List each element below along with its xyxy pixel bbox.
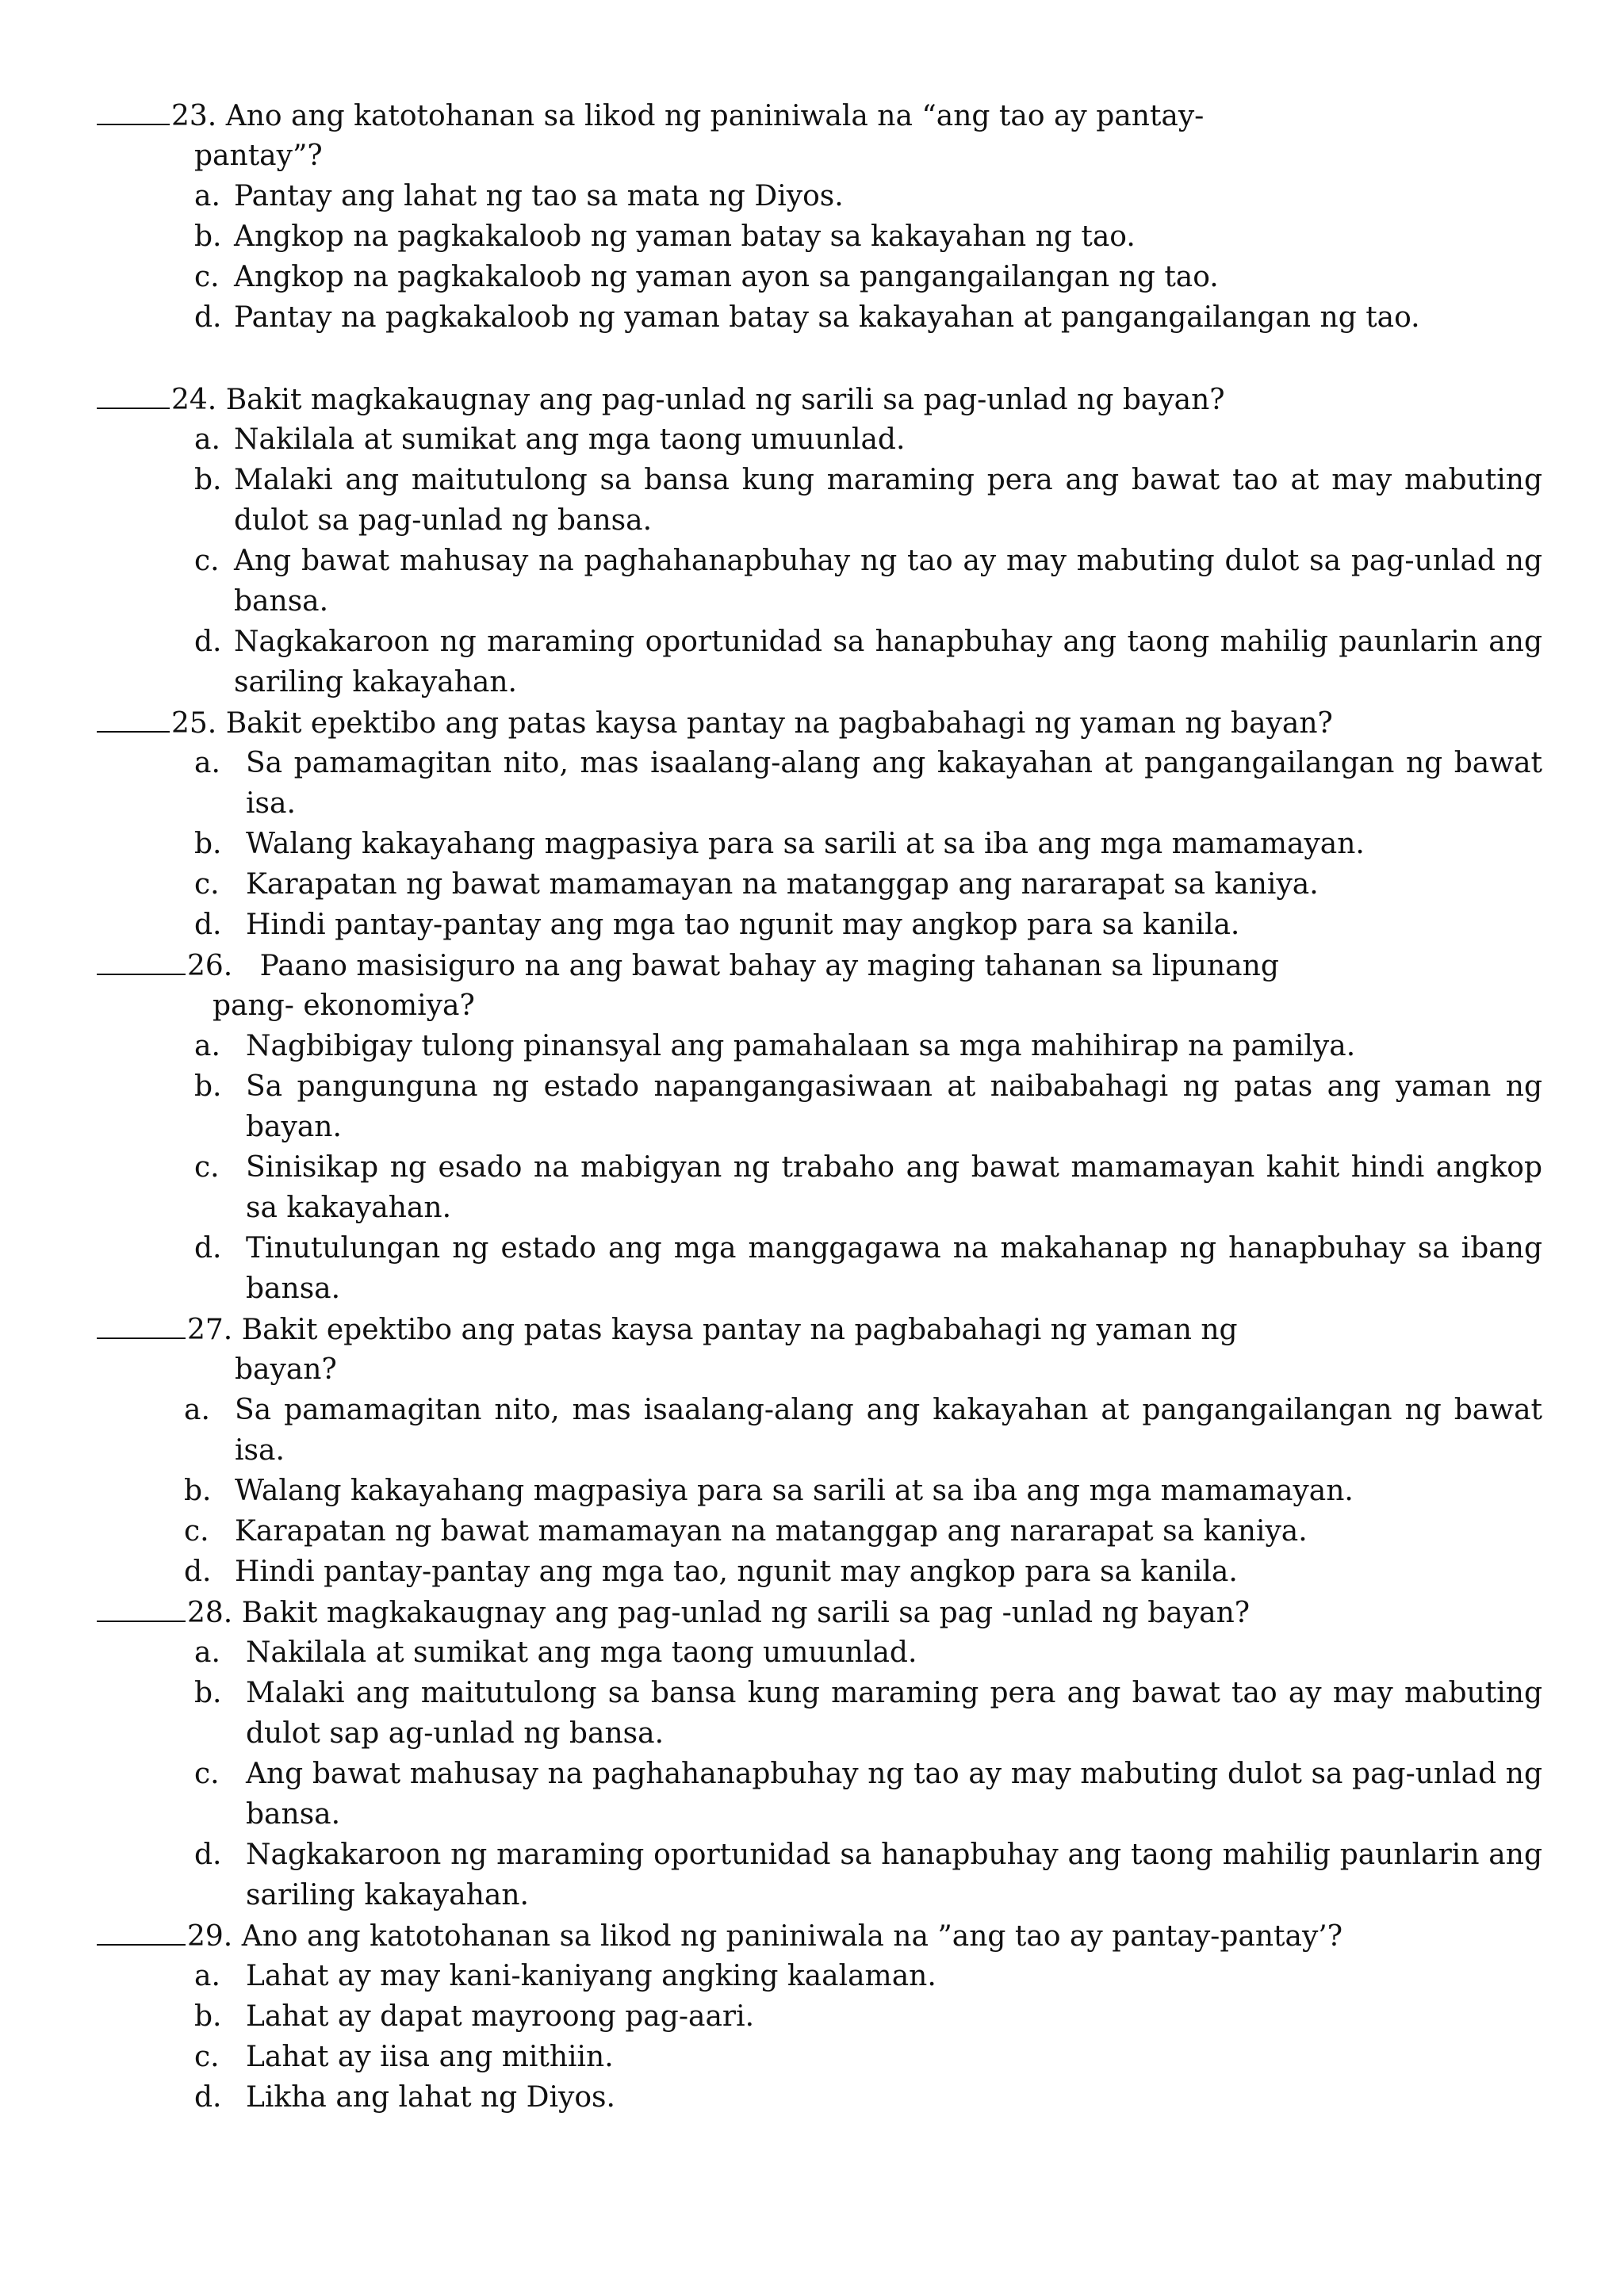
option-text: Nakilala at sumikat ang mga taong umuunlad. (234, 423, 906, 456)
option-text: Lahat ay dapat mayroong pag-aari. (246, 2000, 755, 2033)
option-letter: a. (184, 1394, 210, 1426)
option-b (194, 824, 1542, 864)
option-a (194, 743, 1542, 824)
answer-blank[interactable] (97, 702, 170, 733)
option-text: Malaki ang maitutulong sa bansa kung maraming pera ang bawat tao at may mabuting dulot sa pag-unlad ng bansa. (234, 464, 1542, 537)
option-text: Sinisikap ng esado na mabigyan ng trabaho ang bawat mamamayan kahit hindi angkop sa kakayahan. (246, 1151, 1542, 1224)
option-letter: d. (194, 1232, 222, 1265)
option-text: Sa pamamagitan nito, mas isaalang-alang ang kakayahan at pangangailangan ng bawat isa. (235, 1394, 1542, 1467)
option-letter: d. (194, 626, 222, 658)
question-continuation: bayan? (235, 1353, 337, 1386)
option-letter: b. (194, 464, 222, 496)
option-text: Likha ang lahat ng Diyos. (246, 2081, 615, 2114)
option-b (184, 1471, 1542, 1511)
option-b (194, 460, 1542, 541)
question-29 (97, 1915, 1342, 1957)
option-letter: a. (194, 1960, 220, 1992)
option-letter: a. (194, 180, 220, 212)
option-d (194, 297, 1542, 338)
question-27 (97, 1309, 1238, 1350)
option-letter: c. (184, 1515, 209, 1548)
option-text: Malaki ang maitutulong sa bansa kung maraming pera ang bawat tao ay may mabuting dulot sap ag-unlad ng bansa. (246, 1677, 1542, 1750)
question-23 (97, 95, 1204, 136)
option-text: Hindi pantay-pantay ang mga tao, ngunit may angkop para sa kanila. (235, 1556, 1238, 1588)
option-letter: b. (194, 828, 222, 860)
answer-blank[interactable] (97, 945, 186, 975)
option-c (194, 864, 1542, 905)
option-text: Nagbibigay tulong pinansyal ang pamahalaan sa mga mahihirap na pamilya. (246, 1030, 1356, 1062)
option-d (194, 2077, 1542, 2118)
option-letter: a. (194, 423, 220, 456)
option-c (194, 1147, 1542, 1228)
option-letter: d. (194, 2081, 222, 2114)
question-28 (97, 1592, 1250, 1633)
option-a (194, 1026, 1542, 1066)
option-text: Lahat ay iisa ang mithiin. (246, 2041, 614, 2073)
question-text: 25. Bakit epektibo ang patas kaysa pantay na pagbabahagi ng yaman ng bayan? (171, 707, 1333, 740)
option-c (184, 1511, 1542, 1552)
option-letter: b. (194, 2000, 222, 2033)
option-text: Pantay ang lahat ng tao sa mata ng Diyos. (234, 180, 844, 212)
option-a (194, 419, 1542, 460)
option-text: Angkop na pagkakaloob ng yaman ayon sa pangangailangan ng tao. (234, 261, 1219, 293)
option-letter: a. (194, 1636, 220, 1669)
question-24 (97, 379, 1225, 420)
option-text: Ang bawat mahusay na paghahanapbuhay ng tao ay may mabuting dulot sa pag-unlad ng bansa. (234, 545, 1542, 618)
option-text: Pantay na pagkakaloob ng yaman batay sa kakayahan at pangangailangan ng tao. (234, 301, 1420, 334)
question-text: 28. Bakit magkakaugnay ang pag-unlad ng sarili sa pag -unlad ng bayan? (187, 1597, 1251, 1629)
option-text: Tinutulungan ng estado ang mga manggagawa na makahanap ng hanapbuhay sa ibang bansa. (246, 1232, 1542, 1305)
option-a (194, 1956, 1542, 1996)
question-continuation: pantay”? (194, 140, 323, 172)
option-b (194, 1066, 1542, 1147)
option-text: Sa pamamagitan nito, mas isaalang-alang ang kakayahan at pangangailangan ng bawat isa. (246, 747, 1542, 820)
option-text: Karapatan ng bawat mamamayan na matanggap ang nararapat sa kaniya. (235, 1515, 1308, 1548)
question-text: 26. Paano masisiguro na ang bawat bahay ay maging tahanan sa lipunang (187, 950, 1279, 982)
question-text: 27. Bakit epektibo ang patas kaysa pantay na pagbabahagi ng yaman ng (187, 1314, 1238, 1346)
question-25 (97, 702, 1333, 744)
option-letter: c. (194, 261, 220, 293)
option-text: Lahat ay may kani-kaniyang angking kaalaman. (246, 1960, 936, 1992)
question-26 (97, 945, 1279, 986)
option-text: Hindi pantay-pantay ang mga tao ngunit may angkop para sa kanila. (246, 909, 1240, 941)
option-a (194, 176, 1542, 216)
option-text: Sa pangunguna ng estado napangangasiwaan at naibabahagi ng patas ang yaman ng bayan. (246, 1070, 1542, 1143)
option-text: Walang kakayahang magpasiya para sa sarili at sa iba ang mga mamamayan. (246, 828, 1365, 860)
option-d (184, 1552, 1542, 1592)
question-continuation: pang- ekonomiya? (213, 989, 475, 1022)
answer-blank[interactable] (97, 379, 170, 409)
option-c (194, 257, 1542, 297)
option-text: Nagkakaroon ng maraming oportunidad sa hanapbuhay ang taong mahilig paunlarin ang sariling kakayahan. (234, 626, 1542, 698)
option-letter: b. (194, 1677, 222, 1709)
option-d (194, 622, 1542, 702)
option-text: Nakilala at sumikat ang mga taong umuunlad. (246, 1636, 917, 1669)
option-b (194, 1996, 1542, 2037)
option-letter: b. (184, 1475, 212, 1507)
option-letter: c. (194, 1758, 220, 1790)
option-text: Walang kakayahang magpasiya para sa sarili at sa iba ang mga mamamayan. (235, 1475, 1354, 1507)
option-d (194, 1228, 1542, 1309)
option-letter: c. (194, 868, 220, 901)
option-b (194, 216, 1542, 257)
question-text: 29. Ano ang katotohanan sa likod ng paniniwala na ”ang tao ay pantay-pantay’? (187, 1920, 1343, 1953)
option-a (194, 1632, 1542, 1673)
option-b (194, 1673, 1542, 1754)
option-letter: d. (194, 1839, 222, 1871)
option-letter: c. (194, 1151, 220, 1184)
option-letter: d. (184, 1556, 212, 1588)
option-a (184, 1390, 1542, 1471)
option-d (194, 905, 1542, 945)
answer-blank[interactable] (97, 1309, 186, 1339)
option-text: Angkop na pagkakaloob ng yaman batay sa kakayahan ng tao. (234, 220, 1136, 253)
answer-blank[interactable] (97, 1592, 186, 1622)
option-letter: b. (194, 1070, 222, 1103)
option-c (194, 1754, 1542, 1835)
option-letter: c. (194, 2041, 220, 2073)
option-text: Nagkakaroon ng maraming oportunidad sa hanapbuhay ang taong mahilig paunlarin ang sariling kakayahan. (246, 1839, 1542, 1911)
option-text: Ang bawat mahusay na paghahanapbuhay ng tao ay may mabuting dulot sa pag-unlad ng bansa. (246, 1758, 1542, 1831)
question-text: 23. Ano ang katotohanan sa likod ng paniniwala na “ang tao ay pantay- (171, 100, 1205, 132)
answer-blank[interactable] (97, 1915, 186, 1946)
option-letter: a. (194, 1030, 220, 1062)
question-text: 24. Bakit magkakaugnay ang pag-unlad ng sarili sa pag-unlad ng bayan? (171, 384, 1225, 416)
option-letter: d. (194, 301, 222, 334)
option-d (194, 1835, 1542, 1915)
option-letter: b. (194, 220, 222, 253)
answer-blank[interactable] (97, 95, 170, 125)
option-c (194, 2037, 1542, 2077)
option-letter: a. (194, 747, 220, 779)
option-letter: c. (194, 545, 220, 577)
option-text: Karapatan ng bawat mamamayan na matanggap ang nararapat sa kaniya. (246, 868, 1319, 901)
option-letter: d. (194, 909, 222, 941)
option-c (194, 541, 1542, 622)
